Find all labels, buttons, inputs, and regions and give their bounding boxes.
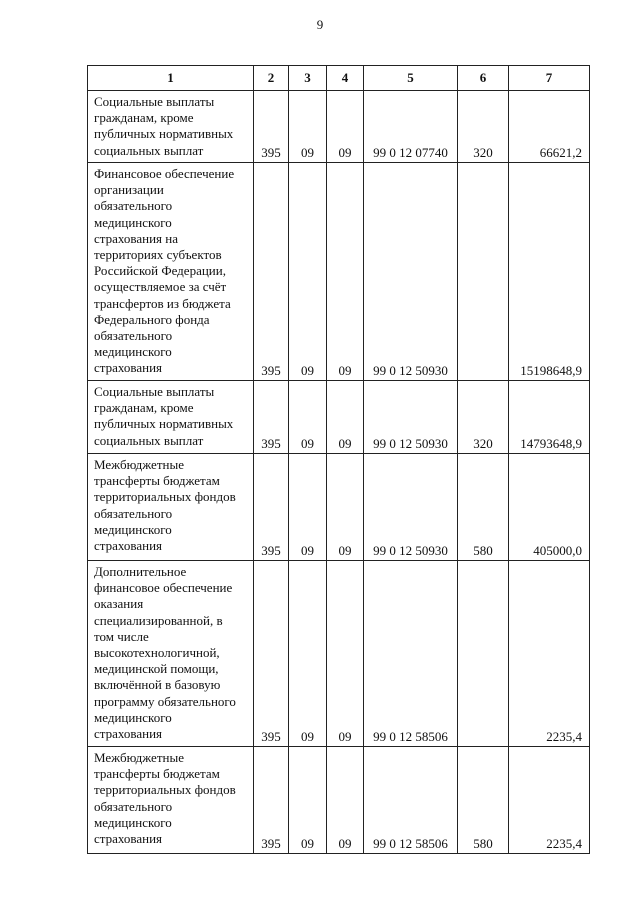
expense-type-code: 580: [458, 454, 509, 561]
subsection-code: 09: [327, 381, 364, 454]
table-row: [88, 163, 590, 381]
subsection-code: 09: [327, 91, 364, 163]
ministry-code: 395: [254, 747, 289, 854]
column-header: 4: [327, 66, 364, 91]
amount: 2235,4: [509, 747, 590, 854]
expense-type-code: [458, 561, 509, 747]
ministry-code: 395: [254, 163, 289, 381]
table-row: [88, 454, 590, 561]
budget-table: [87, 65, 590, 854]
target-item-code: 99 0 12 58506: [364, 561, 458, 747]
amount: 15198648,9: [509, 163, 590, 381]
row-description: Финансовое обеспечение организации обязательного медицинского страхования на территориях субъектов Российской Федерации, осуществляемое за счёт трансфертов из бюджета Федерального фонда обязательного медицинского страхования: [88, 163, 254, 381]
column-header: 3: [289, 66, 327, 91]
column-header: 1: [88, 66, 254, 91]
amount: 2235,4: [509, 561, 590, 747]
target-item-code: 99 0 12 50930: [364, 163, 458, 381]
subsection-code: 09: [327, 747, 364, 854]
row-description: Социальные выплаты гражданам, кроме публичных нормативных социальных выплат: [88, 91, 254, 163]
column-header: 6: [458, 66, 509, 91]
column-header: 5: [364, 66, 458, 91]
row-description: Межбюджетные трансферты бюджетам территориальных фондов обязательного медицинского страхования: [88, 747, 254, 854]
amount: 66621,2: [509, 91, 590, 163]
table-row: [88, 381, 590, 454]
column-header: 7: [509, 66, 590, 91]
expense-type-code: 320: [458, 91, 509, 163]
page-number: 9: [316, 17, 324, 32]
ministry-code: 395: [254, 91, 289, 163]
ministry-code: 395: [254, 381, 289, 454]
section-code: 09: [289, 454, 327, 561]
row-description: Межбюджетные трансферты бюджетам территориальных фондов обязательного медицинского страхования: [88, 454, 254, 561]
section-code: 09: [289, 747, 327, 854]
amount: 14793648,9: [509, 381, 590, 454]
target-item-code: 99 0 12 50930: [364, 381, 458, 454]
subsection-code: 09: [327, 454, 364, 561]
section-code: 09: [289, 381, 327, 454]
section-code: 09: [289, 91, 327, 163]
expense-type-code: [458, 163, 509, 381]
section-code: 09: [289, 163, 327, 381]
target-item-code: 99 0 12 58506: [364, 747, 458, 854]
section-code: 09: [289, 561, 327, 747]
table-row: [88, 561, 590, 747]
column-header: 2: [254, 66, 289, 91]
amount: 405000,0: [509, 454, 590, 561]
row-description: Дополнительное финансовое обеспечение оказания специализированной, в том числе высокотехнологичной, медицинской помощи, включённой в базовую программу обязательного медицинского страхования: [88, 561, 254, 747]
ministry-code: 395: [254, 454, 289, 561]
target-item-code: 99 0 12 50930: [364, 454, 458, 561]
ministry-code: 395: [254, 561, 289, 747]
table-header-row: [88, 66, 590, 91]
table-row: [88, 91, 590, 163]
subsection-code: 09: [327, 561, 364, 747]
row-description: Социальные выплаты гражданам, кроме публичных нормативных социальных выплат: [88, 381, 254, 454]
table-row: [88, 747, 590, 854]
expense-type-code: 320: [458, 381, 509, 454]
expense-type-code: 580: [458, 747, 509, 854]
target-item-code: 99 0 12 07740: [364, 91, 458, 163]
subsection-code: 09: [327, 163, 364, 381]
